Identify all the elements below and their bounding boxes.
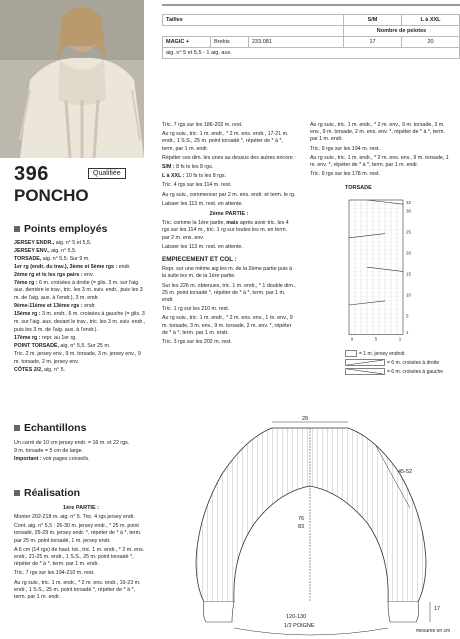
dim-top: 28 [302, 416, 309, 422]
col3-line: Tric. 9 rgs sur les 178 m. rest. [310, 171, 380, 178]
part1-title: 1ère PARTIE : [63, 505, 99, 511]
chart-col-label: 1 [398, 336, 402, 342]
points-line: CÔTES 2/2, aig. n° 5. [14, 366, 65, 373]
dim-height-1: 76 [298, 516, 305, 522]
chart-row-label: 5 [406, 313, 409, 319]
chart-row-label: 25 [406, 229, 412, 235]
dim-bottom-2: 1/2 POIGNE [284, 623, 315, 629]
realisation-body [14, 514, 148, 603]
qualification-badge: Qualifiée [88, 168, 126, 179]
col2-line: Au rg suiv., tric. 1 m. endr., * 2 m. ens. env., 1 m. env., 9 m. torsade, 3 m. env., 9 m. torsade, 2 m. env. *, répéter de * à *, term. par 1 m. endr. [162, 315, 293, 336]
realisation-line: Au rg suiv., tric. 1 m. endr., * 2 m. ens. endr., 19-23 m. endr., 1 S.S., 25 m. point torsadé *, répéter de * à *, term. par 1 m. endr. [14, 579, 141, 601]
yarn-color: Brebis [211, 37, 249, 48]
section-echantillons [14, 422, 86, 434]
section-title: Echantillons [24, 422, 87, 434]
points-line: 17ème rg : repr. au 1er rg. [14, 334, 77, 341]
chart-title: TORSADE [345, 185, 372, 191]
dim-bottom-1: 120-130 [286, 614, 307, 620]
col2-line: Tric. 7 rgs sur les 186-202 m. rest. [162, 122, 243, 128]
jersey-symbol-icon [345, 350, 357, 357]
echantillon-line: 9 m. torsade = 5 cm de large. [14, 447, 84, 454]
points-line: 15ème rg : 3 m. endr., 6 m. croisées à gauche (= glis. 3 m. sur l'aig. aux. devant le trav., tric. les 3 m. suiv. endr., puis les 3 m. de l'aig. aux. à l'endr.). [14, 311, 145, 333]
size-label: Tailles [163, 15, 344, 26]
points-body [14, 240, 148, 374]
points-line: 9ème-11ème et 13ème rgs : endr. [14, 303, 96, 310]
size-table [162, 14, 460, 59]
realisation-line: Tric. 7 rgs sur les 194-210 m. rest. [14, 570, 95, 577]
model-number: 396 [14, 163, 49, 185]
section-title: Points employés [24, 223, 108, 235]
chart-col-label: 5 [374, 336, 378, 342]
torsade-chart [345, 192, 455, 352]
realisation-line: Monter 202-218 m. aig. n° 5. Tric. 4 rgs jersey endr. [14, 514, 135, 520]
cross-right-symbol-icon [345, 359, 385, 366]
needles-info: aig. n° 5 et 5,5 - 1 aig. aux. [163, 48, 460, 59]
col2-line: Tric. 3 rgs sur les 202 m. rest. [162, 339, 232, 346]
poncho-diagram [162, 416, 460, 639]
section-realisation [14, 487, 80, 499]
yarn-name: MAGIC + [163, 37, 211, 48]
yarn-ref: 233.081 [249, 37, 344, 48]
echantillon-line: Important : voir pages conseils. [14, 455, 90, 462]
size-2: L à XXL [402, 15, 460, 26]
echantillon-line: Un carré de 10 cm jersey endr. = 16 m. et 22 rgs. [14, 440, 130, 446]
col2-line: Repr. sur une même aig les m. de la 2ème partie puis à la suite les m. de la 1ère partie. [162, 266, 293, 280]
part2-title: 2ème PARTIE : [209, 211, 249, 218]
size-sm-line: S/M : 8 fs ts les 8 rgs. [162, 164, 214, 171]
unit-note: mesures en cm [416, 628, 451, 634]
poncho-shape [196, 428, 426, 602]
empiecement-title: EMPIECEMENT ET COL : [162, 256, 237, 264]
points-line: 7ème rg : 6 m. croisées à droite (= glis. 3 m. sur l'aig. aux. derrière le trav., tric. les 3 m. suiv. endr., puis les 3 m. de l'aig. aux. à l'endr.), 3 m. endr. [14, 279, 143, 302]
col3-line: Au rg suiv., tric. 1 m. endr., * 2 m. env., 9 m. torsade, 3 m. env., 9 m. torsade, 2 m. ens. env. *, répéter de * à *, term. par 1 m. endr. [310, 122, 445, 143]
legend-row-jersey: = 1 m. jersey endroit [345, 349, 443, 358]
column-3 [310, 122, 452, 180]
model-photo [0, 0, 144, 158]
col2-line: Tric. 1 rg sur les 210 m. rest. [162, 306, 230, 313]
chart-col-label: 9 [350, 336, 354, 342]
section-square-icon [14, 226, 20, 232]
dim-height-2: 83 [298, 524, 305, 530]
col3-line: Tric. 9 rgs sur les 194 m. rest. [310, 145, 380, 152]
balls-label: Nombre de pelotes [344, 26, 460, 37]
qty-1: 17 [344, 37, 402, 48]
chart-row-label: 30 [406, 208, 412, 214]
realisation-line: Cont. aig. n° 5,5 : 26-30 m. jersey endr., * 25 m. point torsadé, 25-29 m. jersey endr. *, répéter de * à *, term. par 25 m. point torsadé, 1 m. jersey endr. [14, 523, 142, 544]
chart-row-label: 1 [406, 330, 409, 336]
col2-line: Au rg suiv., commencer par 2 m. ens. endr. et term. le rg. [162, 191, 296, 198]
col2-line: Tric. 4 rgs sur les 114 m. rest. [162, 182, 232, 189]
chart-row-label: 20 [406, 250, 412, 256]
realisation-line: A 6 cm (14 rgs) de haut. tot., tric. 1 m. endr., * 2 m. ens. endr., 21-25 m. endr., 1 S.S., 25 m. point torsadé *, répéter de * à *, term. par 1 m. endr. [14, 546, 145, 568]
points-line: POINT TORSADÉ, aig. n° 5,5. Sur 25 m. [14, 342, 111, 349]
col2-line: Sur les 226 m. obtenues, tric. 1 m. endr., * 1 double dim., 25 m. point torsadé *, répéter de * à *, term. par 1 m. endr. [162, 282, 296, 304]
points-line: JERSEY ENV., aig. n° 5,5. [14, 247, 77, 254]
cross-left-symbol-icon [345, 368, 385, 375]
section-square-icon [14, 490, 20, 496]
col2-line: Laisser les 113 m. rest. en attente. [162, 200, 243, 207]
size-1: S/M [344, 15, 402, 26]
col2-line: Répéter ces dim. les unes au dessus des autres encore : [162, 154, 296, 161]
chart-legend [345, 349, 443, 376]
section-square-icon [14, 425, 20, 431]
dim-side: 45-52 [398, 469, 413, 475]
part2-end: Laisser les 113 m. rest. en attente. [162, 243, 243, 250]
size-lx-line: L à XXL : 10 fs ts les 8 rgs. [162, 173, 226, 180]
column-2 [162, 122, 296, 348]
points-line: 1er rg (endr. du trav.), 3ème et 5ème rgs : endr. [14, 263, 131, 270]
chart-row-label: 15 [406, 271, 412, 277]
section-title: Réalisation [24, 487, 81, 499]
part2-text: Tric. comme la 1ère partie, mais après avoir tric. les 4 rgs sur les 114 m., tric. 1 rg sur toutes les m. en term. par 2 m. ens. env. [162, 220, 289, 241]
model-name: PONCHO [14, 186, 89, 205]
section-points [14, 223, 107, 235]
table-top-rule [162, 4, 460, 6]
points-line: 2ème rg et ts les rgs pairs : env. [14, 271, 94, 278]
col2-line: Au rg suiv., tric. 1 m. endr., * 2 m. ens. endr., 17-21 m. endr., 1 S.S., 25 m. point torsadé *, répéter de * à *, term. par 1 m. endr. [162, 131, 289, 152]
points-line: JERSEY ENDR., aig. n° 5 et 5,5. [14, 240, 92, 246]
points-line: Tric. 2 m. jersey env., 9 m. torsade, 3 m. jersey env., 9 m. torsade, 2 m. jersey env. [14, 350, 141, 365]
col3-line: Au rg suiv., tric. 1 m. endr., * 2 m. ens. env., 9 m. torsade, 1 m. env. *, répéter de * à *, term. par 1 m. endr. [310, 154, 449, 169]
chart-row-label: 10 [406, 292, 412, 298]
chart-row-label: 32 [406, 199, 412, 205]
echantillon-body [14, 440, 148, 464]
qty-2: 20 [402, 37, 460, 48]
dim-rib: 17 [434, 606, 441, 612]
points-line: TORSADE, aig. n° 5,5. Sur 9 m. [14, 255, 90, 262]
legend-row-cross-right: = 6 m. croisées à droite [345, 358, 443, 367]
legend-row-cross-left: = 6 m. croisées à gauche [345, 367, 443, 376]
